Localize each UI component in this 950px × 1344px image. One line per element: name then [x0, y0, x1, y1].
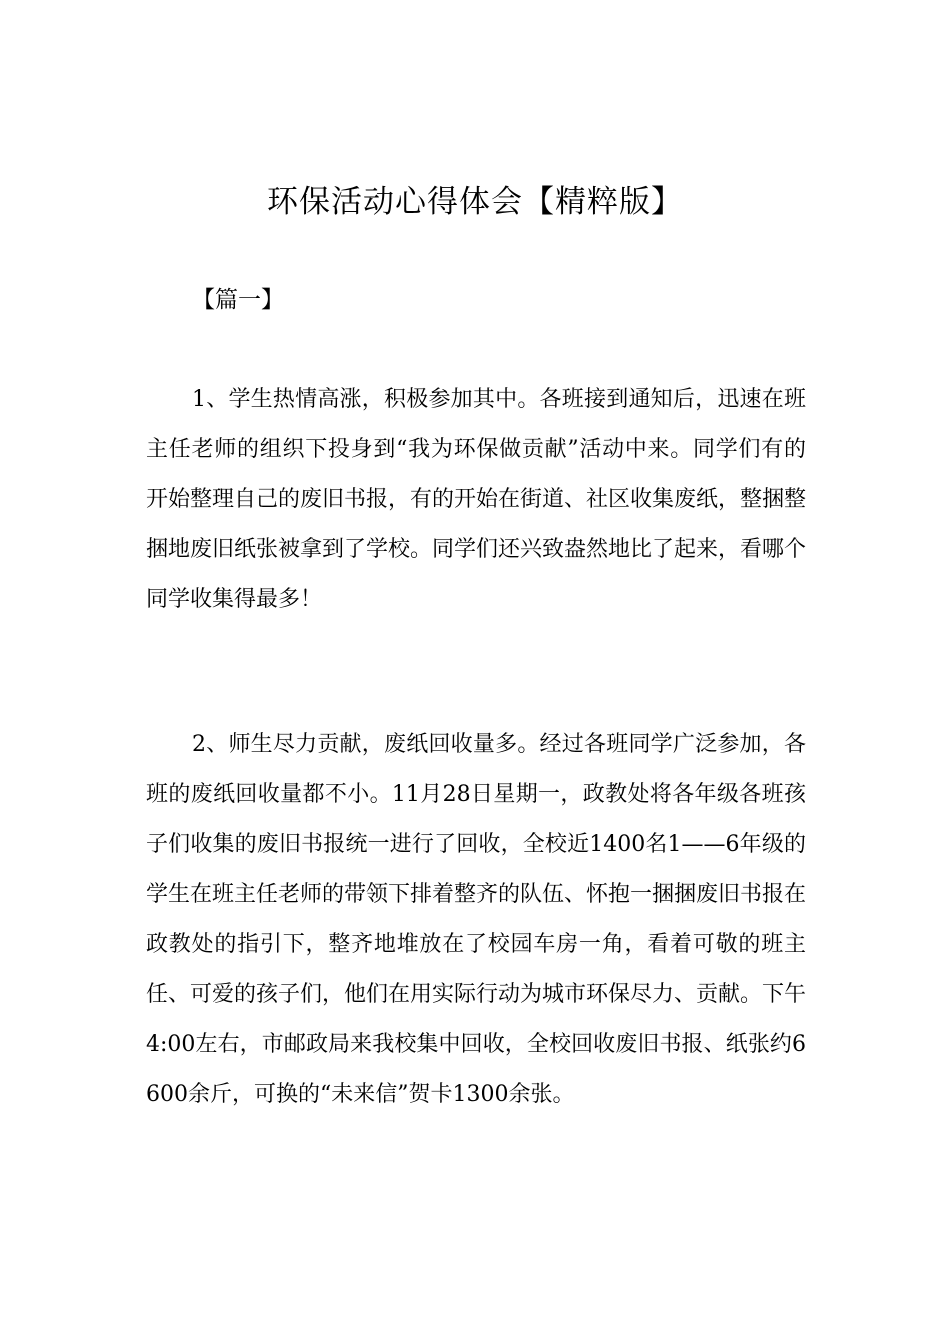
paragraph-1: 1、学生热情高涨，积极参加其中。各班接到通知后，迅速在班主任老师的组织下投身到“我为环保做贡献”活动中来。同学们有的开始整理自己的废旧书报，有的开始在街道、社区收集废纸，整捆整捆地废旧纸张被拿到了学校。同学们还兴致盎然地比了起来，看哪个同学收集得最多！ — [146, 387, 807, 612]
paragraph-2: 2、师生尽力贡献，废纸回收量多。经过各班同学广泛参加，各班的废纸回收量都不小。11月28日星期一，政教处将各年级各班孩子们收集的废旧书报统一进行了回收，全校近1400名1——6年级的学生在班主任老师的带领下排着整齐的队伍、怀抱一捆捆废旧书报在政教处的指引下，整齐地堆放在了校园车房一角，看着可敬的班主任、可爱的孩子们，他们在用实际行动为城市环保尽力、贡献。下午4:00左右，市邮政局来我校集中回收，全校回收废旧书报、纸张约6600余斤，可换的“未来信”贺卡1300余张。 — [146, 732, 807, 1107]
section-label: 【篇一】 — [192, 287, 284, 313]
document-title: 环保活动心得体会【精粹版】 — [267, 184, 683, 220]
